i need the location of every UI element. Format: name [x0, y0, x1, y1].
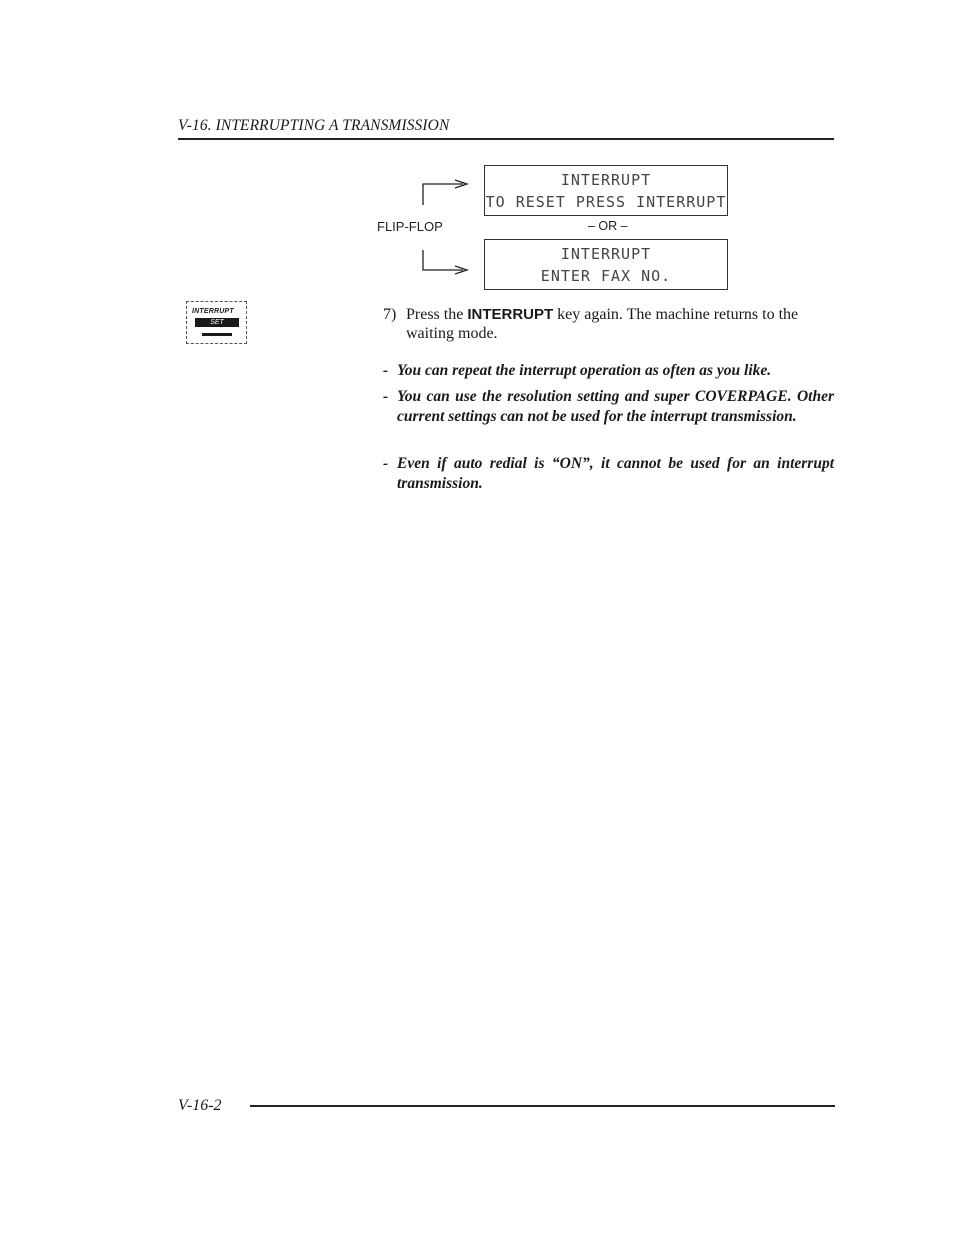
- lcd-line: INTERRUPT: [560, 171, 652, 189]
- lcd-display-fax-number: [484, 239, 728, 290]
- header-divider: [178, 138, 834, 140]
- note-item: [383, 387, 834, 427]
- page-header-title: V-16. INTERRUPTING A TRANSMISSION: [178, 117, 450, 134]
- step-text-before: Press the: [406, 306, 468, 323]
- note-bullet: -: [383, 388, 389, 405]
- lcd-line: TO RESET PRESS INTERRUPT: [485, 193, 727, 211]
- note-text: Even if auto redial is “ON”, it cannot be used for an interrupt transmission.: [397, 455, 834, 492]
- note-bullet: -: [383, 362, 389, 379]
- interrupt-key-icon: [186, 301, 247, 344]
- lcd-line: INTERRUPT: [560, 245, 652, 263]
- note-text: You can use the resolution setting and super COVERPAGE. Other current settings can not be used for the interrupt transmission.: [397, 388, 834, 425]
- step-key-name: INTERRUPT: [467, 306, 554, 323]
- lcd-display-reset: [484, 165, 728, 216]
- step-text: [383, 305, 835, 343]
- note-item: [383, 454, 834, 494]
- flip-flop-label: FLIP-FLOP: [377, 219, 443, 234]
- footer-divider: [250, 1105, 835, 1107]
- key-sublabel: SET: [195, 318, 239, 327]
- or-separator-label: – OR –: [588, 219, 628, 233]
- step-text-after: key again. The machine returns to the waiting mode.: [406, 306, 799, 342]
- key-label: INTERRUPT: [192, 308, 234, 315]
- note-text: You can repeat the interrupt operation as often as you like.: [397, 362, 772, 379]
- step-number: 7): [383, 306, 397, 323]
- step-7: [383, 305, 835, 343]
- note-bullet: -: [383, 455, 389, 472]
- page-number: V-16-2: [178, 1097, 222, 1114]
- lcd-line: ENTER FAX NO.: [540, 267, 672, 285]
- note-item: [383, 361, 834, 381]
- key-bar: [202, 333, 232, 336]
